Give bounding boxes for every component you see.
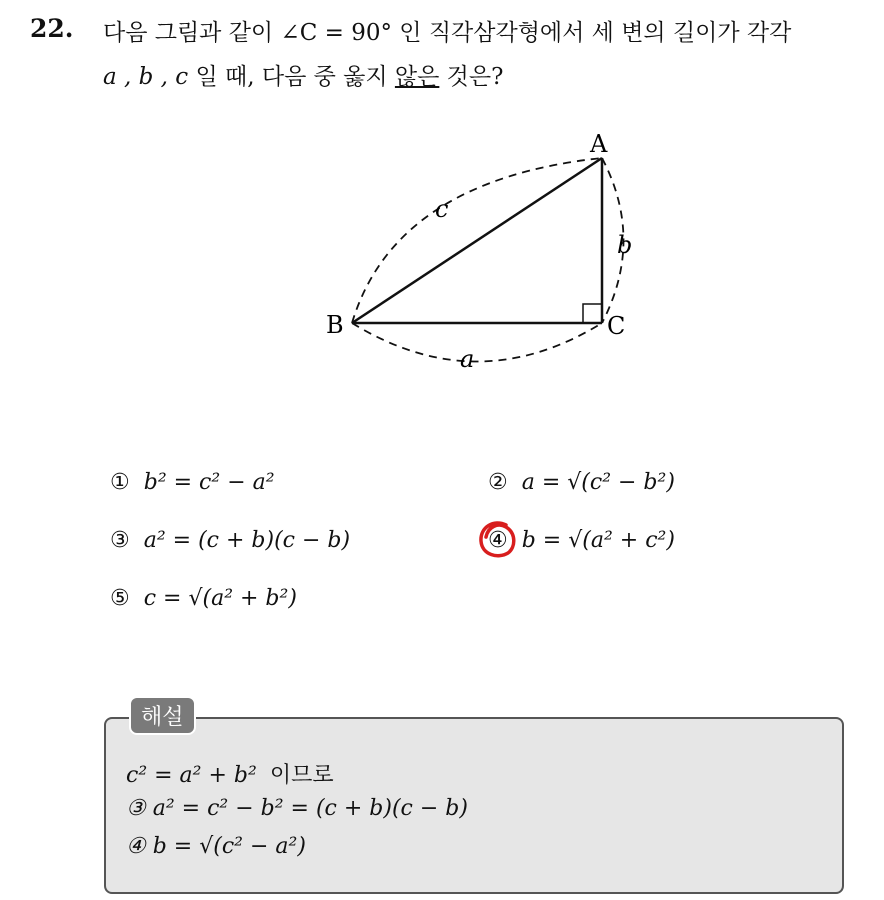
choice-1[interactable] [110, 470, 275, 495]
side-c-label: c [435, 195, 449, 223]
solution-label: 해설 [129, 696, 196, 735]
choice-4-text: b = √(a² + c²) [521, 528, 675, 553]
solution-line-1 [126, 758, 334, 789]
question-text-line1: 다음 그림과 같이 ∠C = 90° 인 직각삼각형에서 세 변의 길이가 각각 [103, 20, 792, 46]
choice-2-mark: ② [488, 470, 508, 495]
question-end-text: 것은? [439, 64, 504, 90]
question-underlined-word: 않은 [394, 64, 440, 90]
right-angle-marker [583, 304, 602, 323]
choice-3-mark: ③ [110, 528, 130, 553]
choice-3-text: a² = (c + b)(c − b) [143, 528, 351, 553]
choice-5[interactable] [110, 586, 297, 611]
side-b-label: b [617, 231, 633, 259]
choice-5-text: c = √(a² + b²) [143, 586, 297, 611]
arc-a [352, 323, 602, 362]
choice-4-mark: ④ [488, 528, 508, 553]
vertex-a-label: A [590, 130, 608, 158]
choice-1-text: b² = c² − a² [143, 470, 275, 495]
choice-1-mark: ① [110, 470, 130, 495]
question-text-line2 [103, 58, 503, 91]
solution-line-1-math: c² = a² + b² [126, 763, 257, 788]
selected-answer-circle-icon [476, 519, 518, 561]
choice-2[interactable] [488, 470, 675, 495]
vertex-c-label: C [607, 312, 626, 340]
vertex-b-label: B [326, 311, 344, 339]
choice-3[interactable] [110, 528, 350, 553]
triangle-figure [300, 120, 660, 390]
choice-5-mark: ⑤ [110, 586, 130, 611]
solution-line-1-text: 이므로 [269, 763, 334, 788]
question-vars: a , b , c [103, 64, 189, 90]
question-number: 22. [30, 14, 74, 43]
choice-2-text: a = √(c² − b²) [521, 470, 675, 495]
side-a-label: a [460, 345, 475, 373]
solution-line-3: ④ b = √(c² − a²) [126, 834, 306, 859]
question-mid-text: 일 때, 다음 중 옳지 [188, 64, 395, 90]
side-ab [352, 158, 602, 323]
solution-line-2: ③ a² = c² − b² = (c + b)(c − b) [126, 796, 468, 821]
